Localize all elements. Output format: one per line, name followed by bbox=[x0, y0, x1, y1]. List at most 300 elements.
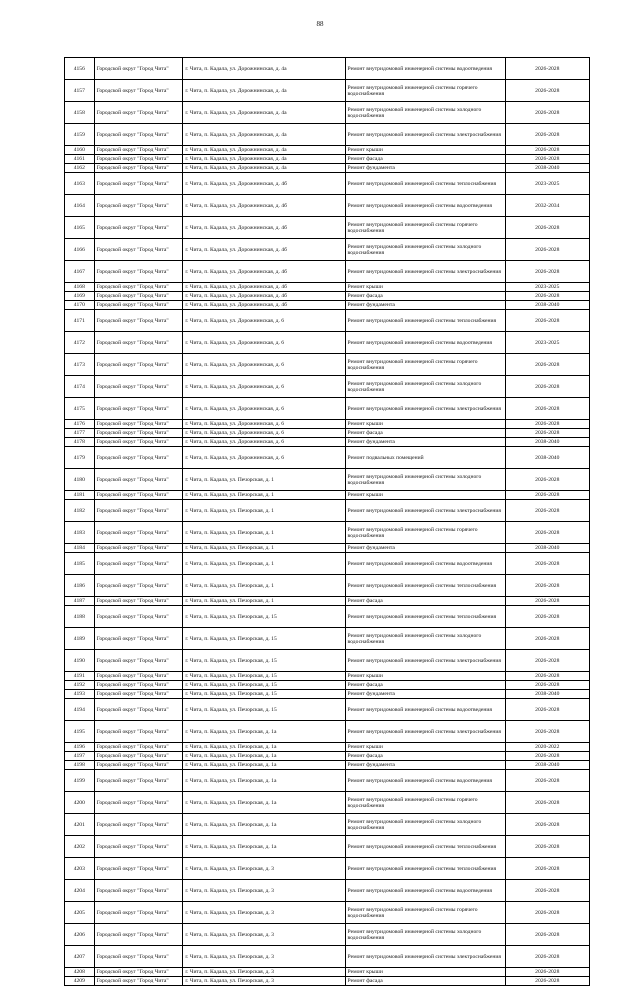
row-number: 4197 bbox=[65, 752, 95, 761]
address-cell: г. Чита, п. Кадала, ул. Дорожнинская, д. 4а bbox=[183, 80, 345, 102]
table-row bbox=[65, 301, 590, 310]
table-row bbox=[65, 743, 590, 752]
work-type-cell: Ремонт внутридомовой инженерной системы теплоснабжения bbox=[345, 606, 505, 628]
period-cell: 2026-2028 bbox=[505, 469, 589, 491]
period-cell: 2026-2028 bbox=[505, 553, 589, 575]
work-type-cell: Ремонт крыши bbox=[345, 672, 505, 681]
period-cell: 2026-2028 bbox=[505, 146, 589, 155]
table-row bbox=[65, 770, 590, 792]
address-cell: г. Чита, п. Кадала, ул. Печорская, д. 3 bbox=[183, 968, 345, 977]
period-cell: 2026-2028 bbox=[505, 261, 589, 283]
municipality-cell: Городской округ "Город Чита" bbox=[94, 447, 183, 469]
table-row bbox=[65, 447, 590, 469]
municipality-cell: Городской округ "Город Чита" bbox=[94, 770, 183, 792]
row-number: 4171 bbox=[65, 310, 95, 332]
period-cell: 2023-2025 bbox=[505, 332, 589, 354]
period-cell: 2026-2028 bbox=[505, 310, 589, 332]
municipality-cell: Городской округ "Город Чита" bbox=[94, 690, 183, 699]
period-cell: 2026-2028 bbox=[505, 491, 589, 500]
address-cell: г. Чита, п. Кадала, ул. Печорская, д. 3 bbox=[183, 924, 345, 946]
row-number: 4159 bbox=[65, 124, 95, 146]
row-number: 4178 bbox=[65, 438, 95, 447]
row-number: 4158 bbox=[65, 102, 95, 124]
address-cell: г. Чита, п. Кадала, ул. Дорожнинская, д. 4а bbox=[183, 164, 345, 173]
address-cell: г. Чита, п. Кадала, ул. Дорожнинская, д. 4б bbox=[183, 292, 345, 301]
row-number: 4184 bbox=[65, 544, 95, 553]
table-row bbox=[65, 761, 590, 770]
work-type-cell: Ремонт внутридомовой инженерной системы электроснабжения bbox=[345, 500, 505, 522]
work-type-cell: Ремонт внутридомовой инженерной системы водоотведения bbox=[345, 58, 505, 80]
period-cell: 2026-2028 bbox=[505, 155, 589, 164]
municipality-cell: Городской округ "Город Чита" bbox=[94, 354, 183, 376]
row-number: 4176 bbox=[65, 420, 95, 429]
table-row bbox=[65, 376, 590, 398]
row-number: 4199 bbox=[65, 770, 95, 792]
period-cell: 2026-2028 bbox=[505, 376, 589, 398]
work-type-cell: Ремонт внутридомовой инженерной системы электроснабжения bbox=[345, 261, 505, 283]
period-cell: 2023-2025 bbox=[505, 173, 589, 195]
municipality-cell: Городской округ "Город Чита" bbox=[94, 522, 183, 544]
page-number: 88 bbox=[316, 20, 324, 28]
municipality-cell: Городской округ "Город Чита" bbox=[94, 672, 183, 681]
row-number: 4172 bbox=[65, 332, 95, 354]
address-cell: г. Чита, п. Кадала, ул. Дорожнинская, д. 6 bbox=[183, 429, 345, 438]
table-row bbox=[65, 814, 590, 836]
work-type-cell: Ремонт фасада bbox=[345, 681, 505, 690]
work-type-cell: Ремонт внутридомовой инженерной системы холодного водоснабжения bbox=[345, 239, 505, 261]
address-cell: г. Чита, п. Кадала, ул. Дорожнинская, д. 6 bbox=[183, 332, 345, 354]
address-cell: г. Чита, п. Кадала, ул. Дорожнинская, д. 4а bbox=[183, 146, 345, 155]
row-number: 4196 bbox=[65, 743, 95, 752]
work-type-cell: Ремонт внутридомовой инженерной системы электроснабжения bbox=[345, 398, 505, 420]
address-cell: г. Чита, п. Кадала, ул. Дорожнинская, д. 4б bbox=[183, 283, 345, 292]
municipality-cell: Городской округ "Город Чита" bbox=[94, 173, 183, 195]
work-type-cell: Ремонт внутридомовой инженерной системы водоотведения bbox=[345, 699, 505, 721]
address-cell: г. Чита, п. Кадала, ул. Дорожнинская, д. 6 bbox=[183, 354, 345, 376]
table-row bbox=[65, 681, 590, 690]
row-number: 4198 bbox=[65, 761, 95, 770]
period-cell: 2026-2028 bbox=[505, 792, 589, 814]
period-cell: 2038-2040 bbox=[505, 447, 589, 469]
row-number: 4204 bbox=[65, 880, 95, 902]
address-cell: г. Чита, п. Кадала, ул. Печорская, д. 1 bbox=[183, 553, 345, 575]
municipality-cell: Городской округ "Город Чита" bbox=[94, 239, 183, 261]
municipality-cell: Городской округ "Город Чита" bbox=[94, 283, 183, 292]
table-row bbox=[65, 438, 590, 447]
municipality-cell: Городской округ "Город Чита" bbox=[94, 80, 183, 102]
municipality-cell: Городской округ "Город Чита" bbox=[94, 544, 183, 553]
work-type-cell: Ремонт фундамента bbox=[345, 761, 505, 770]
municipality-cell: Городской округ "Город Чита" bbox=[94, 968, 183, 977]
table-row bbox=[65, 522, 590, 544]
period-cell: 2026-2028 bbox=[505, 672, 589, 681]
address-cell: г. Чита, п. Кадала, ул. Дорожнинская, д. 4б bbox=[183, 173, 345, 195]
address-cell: г. Чита, п. Кадала, ул. Печорская, д. 1 bbox=[183, 597, 345, 606]
address-cell: г. Чита, п. Кадала, ул. Печорская, д. 1а bbox=[183, 743, 345, 752]
table-row bbox=[65, 880, 590, 902]
period-cell: 2020-2022 bbox=[505, 743, 589, 752]
municipality-cell: Городской округ "Город Чита" bbox=[94, 164, 183, 173]
municipality-cell: Городской округ "Город Чита" bbox=[94, 469, 183, 491]
address-cell: г. Чита, п. Кадала, ул. Печорская, д. 15 bbox=[183, 699, 345, 721]
row-number: 4209 bbox=[65, 977, 95, 986]
municipality-cell: Городской округ "Город Чита" bbox=[94, 858, 183, 880]
table-row bbox=[65, 124, 590, 146]
row-number: 4185 bbox=[65, 553, 95, 575]
row-number: 4189 bbox=[65, 628, 95, 650]
address-cell: г. Чита, п. Кадала, ул. Дорожнинская, д. 6 bbox=[183, 438, 345, 447]
work-type-cell: Ремонт внутридомовой инженерной системы теплоснабжения bbox=[345, 173, 505, 195]
work-type-cell: Ремонт фундамента bbox=[345, 438, 505, 447]
municipality-cell: Городской округ "Город Чита" bbox=[94, 261, 183, 283]
row-number: 4187 bbox=[65, 597, 95, 606]
address-cell: г. Чита, п. Кадала, ул. Печорская, д. 1 bbox=[183, 491, 345, 500]
period-cell: 2026-2028 bbox=[505, 858, 589, 880]
work-type-cell: Ремонт крыши bbox=[345, 968, 505, 977]
period-cell: 2026-2028 bbox=[505, 58, 589, 80]
municipality-cell: Городской округ "Город Чита" bbox=[94, 575, 183, 597]
period-cell: 2026-2028 bbox=[505, 924, 589, 946]
municipality-cell: Городской округ "Город Чита" bbox=[94, 429, 183, 438]
address-cell: г. Чита, п. Кадала, ул. Дорожнинская, д. 6 bbox=[183, 420, 345, 429]
row-number: 4190 bbox=[65, 650, 95, 672]
table-row bbox=[65, 429, 590, 438]
address-cell: г. Чита, п. Кадала, ул. Печорская, д. 15 bbox=[183, 628, 345, 650]
municipality-cell: Городской округ "Город Чита" bbox=[94, 217, 183, 239]
work-type-cell: Ремонт внутридомовой инженерной системы электроснабжения bbox=[345, 721, 505, 743]
period-cell: 2038-2040 bbox=[505, 690, 589, 699]
work-type-cell: Ремонт внутридомовой инженерной системы горячего водоснабжения bbox=[345, 902, 505, 924]
table-row bbox=[65, 261, 590, 283]
municipality-cell: Городской округ "Город Чита" bbox=[94, 332, 183, 354]
period-cell: 2038-2040 bbox=[505, 438, 589, 447]
table-row bbox=[65, 239, 590, 261]
row-number: 4182 bbox=[65, 500, 95, 522]
address-cell: г. Чита, п. Кадала, ул. Печорская, д. 1а bbox=[183, 792, 345, 814]
address-cell: г. Чита, п. Кадала, ул. Печорская, д. 1 bbox=[183, 469, 345, 491]
work-type-cell: Ремонт внутридомовой инженерной системы водоотведения bbox=[345, 553, 505, 575]
municipality-cell: Городской округ "Город Чита" bbox=[94, 880, 183, 902]
table-row bbox=[65, 690, 590, 699]
table-row bbox=[65, 195, 590, 217]
work-type-cell: Ремонт фасада bbox=[345, 977, 505, 986]
address-cell: г. Чита, п. Кадала, ул. Дорожнинская, д. 6 bbox=[183, 398, 345, 420]
work-type-cell: Ремонт внутридомовой инженерной системы электроснабжения bbox=[345, 650, 505, 672]
municipality-cell: Городской округ "Город Чита" bbox=[94, 628, 183, 650]
municipality-cell: Городской округ "Город Чита" bbox=[94, 946, 183, 968]
municipality-cell: Городской округ "Город Чита" bbox=[94, 292, 183, 301]
row-number: 4205 bbox=[65, 902, 95, 924]
municipality-cell: Городской округ "Город Чита" bbox=[94, 155, 183, 164]
period-cell: 2026-2028 bbox=[505, 699, 589, 721]
address-cell: г. Чита, п. Кадала, ул. Дорожнинская, д. 4а bbox=[183, 124, 345, 146]
row-number: 4174 bbox=[65, 376, 95, 398]
table-row bbox=[65, 310, 590, 332]
work-type-cell: Ремонт фундамента bbox=[345, 301, 505, 310]
work-type-cell: Ремонт внутридомовой инженерной системы электроснабжения bbox=[345, 946, 505, 968]
row-number: 4175 bbox=[65, 398, 95, 420]
row-number: 4207 bbox=[65, 946, 95, 968]
period-cell: 2026-2028 bbox=[505, 80, 589, 102]
work-type-cell: Ремонт внутридомовой инженерной системы теплоснабжения bbox=[345, 310, 505, 332]
address-cell: г. Чита, п. Кадала, ул. Печорская, д. 3 bbox=[183, 946, 345, 968]
period-cell: 2026-2028 bbox=[505, 606, 589, 628]
row-number: 4161 bbox=[65, 155, 95, 164]
row-number: 4168 bbox=[65, 283, 95, 292]
address-cell: г. Чита, п. Кадала, ул. Печорская, д. 3 bbox=[183, 858, 345, 880]
work-type-cell: Ремонт фундамента bbox=[345, 690, 505, 699]
row-number: 4173 bbox=[65, 354, 95, 376]
period-cell: 2026-2028 bbox=[505, 124, 589, 146]
work-type-cell: Ремонт крыши bbox=[345, 283, 505, 292]
table-row bbox=[65, 398, 590, 420]
work-type-cell: Ремонт внутридомовой инженерной системы теплоснабжения bbox=[345, 858, 505, 880]
work-type-cell: Ремонт внутридомовой инженерной системы горячего водоснабжения bbox=[345, 354, 505, 376]
period-cell: 2026-2028 bbox=[505, 420, 589, 429]
table-body bbox=[65, 58, 590, 986]
municipality-cell: Городской округ "Город Чита" bbox=[94, 491, 183, 500]
municipality-cell: Городской округ "Город Чита" bbox=[94, 310, 183, 332]
row-number: 4181 bbox=[65, 491, 95, 500]
address-cell: г. Чита, п. Кадала, ул. Печорская, д. 1 bbox=[183, 500, 345, 522]
work-type-cell: Ремонт фасада bbox=[345, 292, 505, 301]
table-row bbox=[65, 58, 590, 80]
row-number: 4206 bbox=[65, 924, 95, 946]
address-cell: г. Чита, п. Кадала, ул. Дорожнинская, д. 4б bbox=[183, 195, 345, 217]
row-number: 4170 bbox=[65, 301, 95, 310]
municipality-cell: Городской округ "Город Чита" bbox=[94, 650, 183, 672]
address-cell: г. Чита, п. Кадала, ул. Дорожнинская, д. 4б bbox=[183, 301, 345, 310]
work-type-cell: Ремонт внутридомовой инженерной системы теплоснабжения bbox=[345, 575, 505, 597]
address-cell: г. Чита, п. Кадала, ул. Печорская, д. 3 bbox=[183, 902, 345, 924]
municipality-cell: Городской округ "Город Чита" bbox=[94, 124, 183, 146]
municipality-cell: Городской округ "Город Чита" bbox=[94, 743, 183, 752]
row-number: 4160 bbox=[65, 146, 95, 155]
row-number: 4191 bbox=[65, 672, 95, 681]
period-cell: 2026-2028 bbox=[505, 522, 589, 544]
row-number: 4203 bbox=[65, 858, 95, 880]
table-row bbox=[65, 628, 590, 650]
table-row bbox=[65, 102, 590, 124]
period-cell: 2038-2040 bbox=[505, 164, 589, 173]
period-cell: 2026-2028 bbox=[505, 597, 589, 606]
work-type-cell: Ремонт внутридомовой инженерной системы водоотведения bbox=[345, 880, 505, 902]
table-row bbox=[65, 173, 590, 195]
municipality-cell: Городской округ "Город Чита" bbox=[94, 699, 183, 721]
address-cell: г. Чита, п. Кадала, ул. Печорская, д. 15 bbox=[183, 690, 345, 699]
period-cell: 2026-2028 bbox=[505, 575, 589, 597]
work-type-cell: Ремонт крыши bbox=[345, 491, 505, 500]
address-cell: г. Чита, п. Кадала, ул. Дорожнинская, д. 4а bbox=[183, 58, 345, 80]
address-cell: г. Чита, п. Кадала, ул. Печорская, д. 15 bbox=[183, 672, 345, 681]
table-row bbox=[65, 672, 590, 681]
municipality-cell: Городской округ "Город Чита" bbox=[94, 438, 183, 447]
municipality-cell: Городской округ "Город Чита" bbox=[94, 752, 183, 761]
municipality-cell: Городской округ "Город Чита" bbox=[94, 146, 183, 155]
period-cell: 2026-2028 bbox=[505, 354, 589, 376]
row-number: 4195 bbox=[65, 721, 95, 743]
table-row bbox=[65, 752, 590, 761]
table-row bbox=[65, 354, 590, 376]
period-cell: 2026-2028 bbox=[505, 946, 589, 968]
period-cell: 2026-2028 bbox=[505, 217, 589, 239]
period-cell: 2026-2028 bbox=[505, 721, 589, 743]
row-number: 4183 bbox=[65, 522, 95, 544]
address-cell: г. Чита, п. Кадала, ул. Дорожнинская, д. 4б bbox=[183, 239, 345, 261]
work-type-cell: Ремонт фасада bbox=[345, 155, 505, 164]
work-type-cell: Ремонт внутридомовой инженерной системы горячего водоснабжения bbox=[345, 80, 505, 102]
row-number: 4193 bbox=[65, 690, 95, 699]
work-type-cell: Ремонт фасада bbox=[345, 752, 505, 761]
work-type-cell: Ремонт внутридомовой инженерной системы холодного водоснабжения bbox=[345, 924, 505, 946]
municipality-cell: Городской округ "Город Чита" bbox=[94, 761, 183, 770]
address-cell: г. Чита, п. Кадала, ул. Печорская, д. 3 bbox=[183, 880, 345, 902]
period-cell: 2026-2028 bbox=[505, 880, 589, 902]
work-type-cell: Ремонт внутридомовой инженерной системы горячего водоснабжения bbox=[345, 792, 505, 814]
row-number: 4201 bbox=[65, 814, 95, 836]
work-type-cell: Ремонт внутридомовой инженерной системы холодного водоснабжения bbox=[345, 102, 505, 124]
row-number: 4192 bbox=[65, 681, 95, 690]
municipality-cell: Городской округ "Город Чита" bbox=[94, 102, 183, 124]
work-type-cell: Ремонт фасада bbox=[345, 597, 505, 606]
table-row bbox=[65, 500, 590, 522]
table-row bbox=[65, 924, 590, 946]
table-row bbox=[65, 977, 590, 986]
row-number: 4167 bbox=[65, 261, 95, 283]
row-number: 4179 bbox=[65, 447, 95, 469]
municipality-cell: Городской округ "Город Чита" bbox=[94, 721, 183, 743]
work-type-cell: Ремонт крыши bbox=[345, 743, 505, 752]
address-cell: г. Чита, п. Кадала, ул. Дорожнинская, д. 6 bbox=[183, 310, 345, 332]
table-row bbox=[65, 155, 590, 164]
address-cell: г. Чита, п. Кадала, ул. Дорожнинская, д. 6 bbox=[183, 376, 345, 398]
row-number: 4162 bbox=[65, 164, 95, 173]
municipality-cell: Городской округ "Город Чита" bbox=[94, 924, 183, 946]
row-number: 4166 bbox=[65, 239, 95, 261]
row-number: 4177 bbox=[65, 429, 95, 438]
period-cell: 2026-2028 bbox=[505, 770, 589, 792]
period-cell: 2038-2040 bbox=[505, 301, 589, 310]
row-number: 4164 bbox=[65, 195, 95, 217]
address-cell: г. Чита, п. Кадала, ул. Дорожнинская, д. 4б bbox=[183, 217, 345, 239]
municipality-cell: Городской округ "Город Чита" bbox=[94, 814, 183, 836]
address-cell: г. Чита, п. Кадала, ул. Печорская, д. 1 bbox=[183, 575, 345, 597]
municipality-cell: Городской округ "Город Чита" bbox=[94, 902, 183, 924]
work-type-cell: Ремонт внутридомовой инженерной системы водоотведения bbox=[345, 195, 505, 217]
municipality-cell: Городской округ "Город Чита" bbox=[94, 977, 183, 986]
period-cell: 2026-2028 bbox=[505, 681, 589, 690]
address-cell: г. Чита, п. Кадала, ул. Дорожнинская, д. 4б bbox=[183, 261, 345, 283]
table-row bbox=[65, 650, 590, 672]
table-row bbox=[65, 836, 590, 858]
table-row bbox=[65, 606, 590, 628]
municipality-cell: Городской округ "Город Чита" bbox=[94, 792, 183, 814]
municipality-cell: Городской округ "Город Чита" bbox=[94, 836, 183, 858]
row-number: 4165 bbox=[65, 217, 95, 239]
table-row bbox=[65, 146, 590, 155]
period-cell: 2038-2040 bbox=[505, 761, 589, 770]
municipality-cell: Городской округ "Город Чита" bbox=[94, 597, 183, 606]
period-cell: 2026-2028 bbox=[505, 239, 589, 261]
period-cell: 2026-2028 bbox=[505, 752, 589, 761]
address-cell: г. Чита, п. Кадала, ул. Дорожнинская, д. 4а bbox=[183, 102, 345, 124]
address-cell: г. Чита, п. Кадала, ул. Печорская, д. 1 bbox=[183, 522, 345, 544]
table-row bbox=[65, 858, 590, 880]
period-cell: 2023-2025 bbox=[505, 283, 589, 292]
work-type-cell: Ремонт крыши bbox=[345, 420, 505, 429]
municipality-cell: Городской округ "Город Чита" bbox=[94, 606, 183, 628]
period-cell: 2026-2028 bbox=[505, 650, 589, 672]
period-cell: 2026-2028 bbox=[505, 977, 589, 986]
municipality-cell: Городской округ "Город Чита" bbox=[94, 420, 183, 429]
table-row bbox=[65, 283, 590, 292]
period-cell: 2032-2034 bbox=[505, 195, 589, 217]
address-cell: г. Чита, п. Кадала, ул. Печорская, д. 1а bbox=[183, 836, 345, 858]
address-cell: г. Чита, п. Кадала, ул. Печорская, д. 1а bbox=[183, 752, 345, 761]
table-row bbox=[65, 575, 590, 597]
period-cell: 2026-2028 bbox=[505, 398, 589, 420]
address-cell: г. Чита, п. Кадала, ул. Печорская, д. 1а bbox=[183, 721, 345, 743]
table-row bbox=[65, 164, 590, 173]
work-type-cell: Ремонт внутридомовой инженерной системы горячего водоснабжения bbox=[345, 217, 505, 239]
work-type-cell: Ремонт подвальных помещений bbox=[345, 447, 505, 469]
work-type-cell: Ремонт фасада bbox=[345, 429, 505, 438]
period-cell: 2026-2028 bbox=[505, 102, 589, 124]
period-cell: 2026-2028 bbox=[505, 292, 589, 301]
row-number: 4156 bbox=[65, 58, 95, 80]
table-row bbox=[65, 80, 590, 102]
row-number: 4163 bbox=[65, 173, 95, 195]
municipality-cell: Городской округ "Город Чита" bbox=[94, 398, 183, 420]
table-row bbox=[65, 469, 590, 491]
table-row bbox=[65, 553, 590, 575]
address-cell: г. Чита, п. Кадала, ул. Печорская, д. 1а bbox=[183, 761, 345, 770]
row-number: 4180 bbox=[65, 469, 95, 491]
work-type-cell: Ремонт фундамента bbox=[345, 544, 505, 553]
work-type-cell: Ремонт внутридомовой инженерной системы теплоснабжения bbox=[345, 836, 505, 858]
address-cell: г. Чита, п. Кадала, ул. Печорская, д. 3 bbox=[183, 977, 345, 986]
work-type-cell: Ремонт крыши bbox=[345, 146, 505, 155]
table-row bbox=[65, 217, 590, 239]
table-row bbox=[65, 597, 590, 606]
row-number: 4194 bbox=[65, 699, 95, 721]
work-type-cell: Ремонт внутридомовой инженерной системы электроснабжения bbox=[345, 124, 505, 146]
row-number: 4208 bbox=[65, 968, 95, 977]
address-cell: г. Чита, п. Кадала, ул. Печорская, д. 15 bbox=[183, 650, 345, 672]
table-row bbox=[65, 491, 590, 500]
municipality-cell: Городской округ "Город Чита" bbox=[94, 58, 183, 80]
municipality-cell: Городской округ "Город Чита" bbox=[94, 500, 183, 522]
period-cell: 2026-2028 bbox=[505, 814, 589, 836]
municipality-cell: Городской округ "Город Чита" bbox=[94, 553, 183, 575]
work-type-cell: Ремонт внутридомовой инженерной системы холодного водоснабжения bbox=[345, 628, 505, 650]
address-cell: г. Чита, п. Кадала, ул. Печорская, д. 15 bbox=[183, 606, 345, 628]
address-cell: г. Чита, п. Кадала, ул. Дорожнинская, д. 4а bbox=[183, 155, 345, 164]
table-row bbox=[65, 292, 590, 301]
period-cell: 2026-2028 bbox=[505, 968, 589, 977]
work-type-cell: Ремонт внутридомовой инженерной системы холодного водоснабжения bbox=[345, 814, 505, 836]
period-cell: 2026-2028 bbox=[505, 628, 589, 650]
row-number: 4169 bbox=[65, 292, 95, 301]
row-number: 4188 bbox=[65, 606, 95, 628]
address-cell: г. Чита, п. Кадала, ул. Печорская, д. 1 bbox=[183, 544, 345, 553]
period-cell: 2026-2028 bbox=[505, 429, 589, 438]
period-cell: 2026-2028 bbox=[505, 500, 589, 522]
work-type-cell: Ремонт внутридомовой инженерной системы горячего водоснабжения bbox=[345, 522, 505, 544]
table-row bbox=[65, 420, 590, 429]
row-number: 4157 bbox=[65, 80, 95, 102]
table-row bbox=[65, 332, 590, 354]
